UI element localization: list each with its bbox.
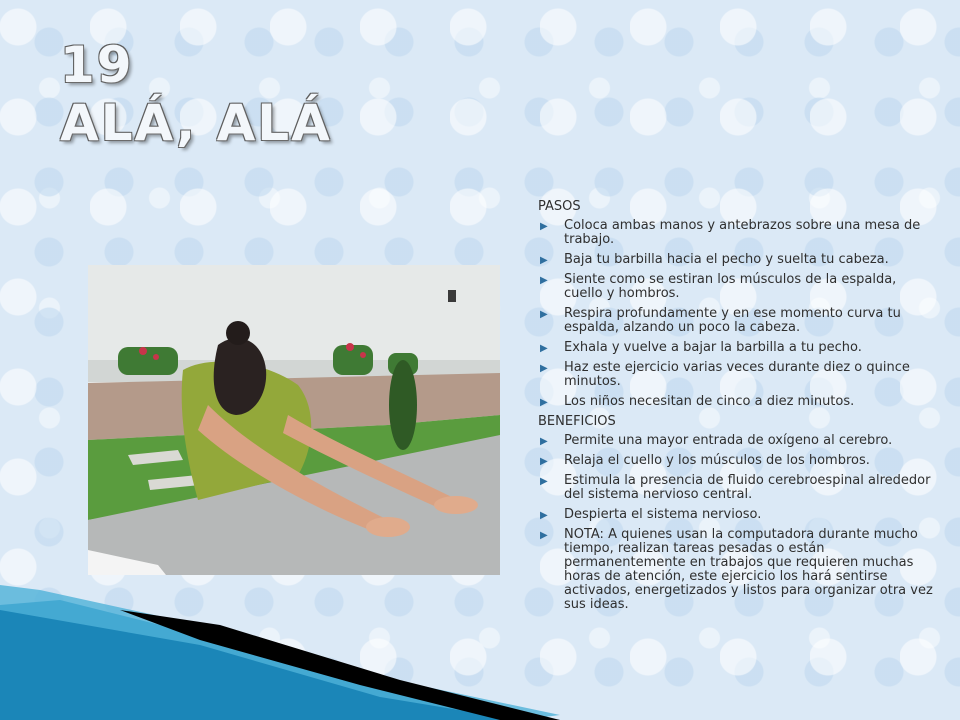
exercise-photo (88, 265, 500, 575)
list-item: ▶ Despierta el sistema nervioso. (540, 507, 762, 522)
slide-number: 19 (60, 36, 134, 94)
list-item: ▶ Siente como se estiran los músculos de la espalda, cuello y hombros. (540, 272, 897, 301)
triangle-right-icon: ▶ (540, 436, 548, 447)
list-item: ▶ Los niños necesitan de cinco a diez minutos. (540, 394, 855, 409)
decorative-swoosh (0, 585, 960, 720)
woman-stretching-illustration (88, 265, 500, 575)
list-item: ▶ Relaja el cuello y los músculos de los hombros. (540, 453, 870, 468)
pasos-heading: PASOS (538, 199, 581, 214)
triangle-right-icon: ▶ (540, 510, 548, 521)
list-item: ▶ Permite una mayor entrada de oxígeno al cerebro. (540, 433, 893, 448)
triangle-right-icon: ▶ (540, 221, 548, 232)
triangle-right-icon: ▶ (540, 309, 548, 320)
list-item: ▶ Coloca ambas manos y antebrazos sobre una mesa de trabajo. (540, 218, 921, 247)
triangle-right-icon: ▶ (540, 476, 548, 487)
list-item: ▶ Exhala y vuelve a bajar la barbilla a tu pecho. (540, 340, 862, 355)
list-item: ▶ Haz este ejercicio varias veces durante diez o quince minutos. (540, 360, 910, 389)
triangle-right-icon: ▶ (540, 343, 548, 354)
triangle-right-icon: ▶ (540, 275, 548, 286)
list-item: ▶ Respira profundamente y en ese momento curva tu espalda, alzando un poco la cabeza. (540, 306, 901, 335)
triangle-right-icon: ▶ (540, 397, 548, 408)
list-item: ▶ NOTA: A quienes usan la computadora durante mucho tiempo, realizan tareas pesadas o están permanentemente en trabajos que requieren muchas horas de atención, este ejercicio los hará sentirse activados, energetizados y listos para organizar otra vez sus ideas. (540, 527, 933, 612)
exercise-description (538, 200, 933, 618)
list-item: ▶ Estimula la presencia de fluido cerebroespinal alrededor del sistema nervioso central. (540, 473, 931, 502)
slide-title-text: ALÁ, ALÁ (60, 94, 332, 152)
triangle-right-icon: ▶ (540, 363, 548, 374)
triangle-right-icon: ▶ (540, 530, 548, 541)
pasos-list (538, 219, 933, 409)
triangle-right-icon: ▶ (540, 456, 548, 467)
list-item: ▶ Baja tu barbilla hacia el pecho y suelta tu cabeza. (540, 252, 889, 267)
beneficios-heading: BENEFICIOS (538, 414, 616, 429)
slide-title (60, 36, 332, 152)
triangle-right-icon: ▶ (540, 255, 548, 266)
